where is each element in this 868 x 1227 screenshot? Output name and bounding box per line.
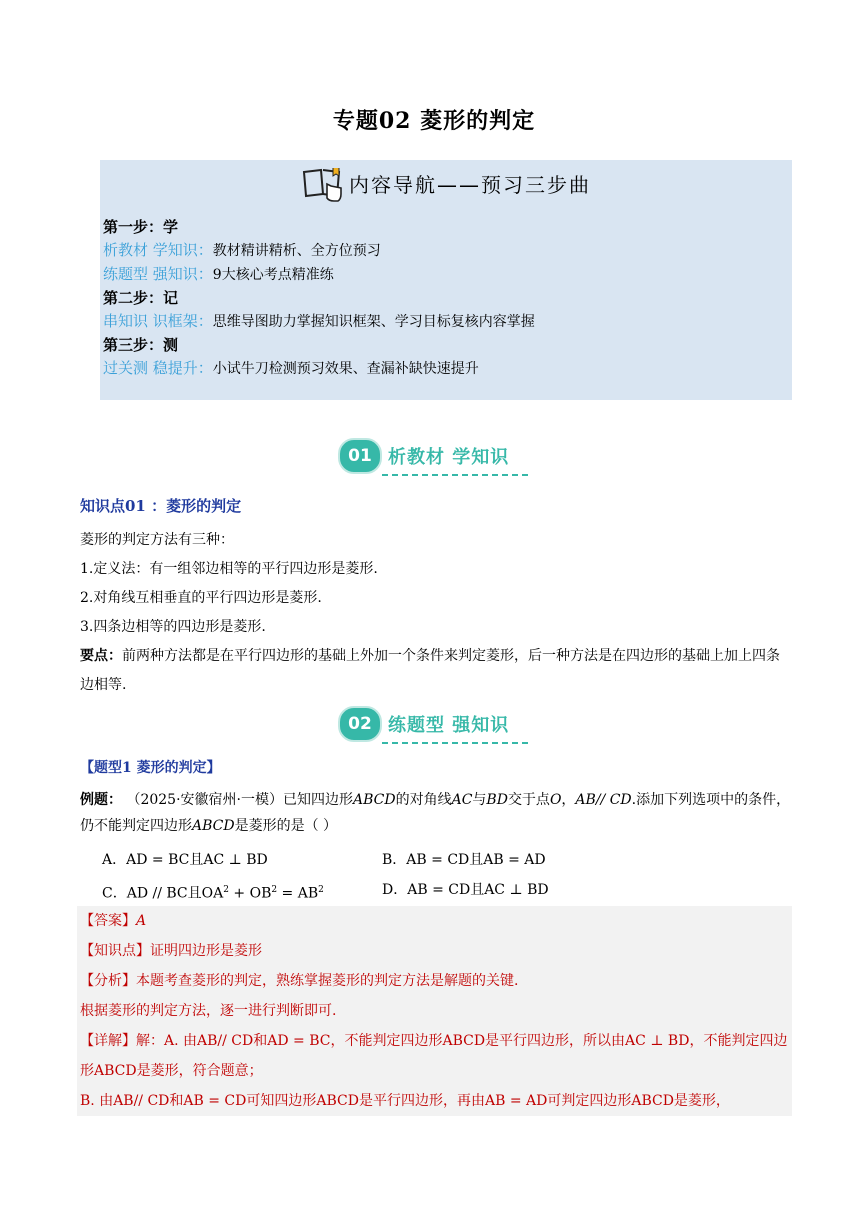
option-c: C．AD // BC且$OA^2 + OB^2 = AB^2$: [102, 885, 324, 902]
banner-number: 02: [338, 706, 382, 742]
step-text: 9大核心考点精准练: [212, 267, 334, 283]
example-text: ，: [561, 792, 576, 808]
detail-line-b: B. 由AB// CD和AB = CD可知四边形ABCD是平行四边形，再由AB = AD可判定四边形ABCD是菱形，: [80, 1093, 730, 1109]
example-label: 例题：: [80, 792, 122, 808]
banner-number: 01: [338, 438, 382, 474]
step-key: 过关测 稳提升：: [103, 359, 213, 377]
step2-line1: [103, 310, 535, 334]
knowledge-point-line: [80, 936, 790, 966]
math-ab-parallel-cd: AB// CD: [575, 792, 632, 808]
analysis-label: 【分析】: [80, 973, 136, 989]
example-question: [80, 787, 792, 839]
detail-text: 解：A. 由AB// CD和AD = BC，不能判定四边形ABCD是平行四边形，所以由AC ⊥ BD，不能判定四边形ABCD是菱形，符合题意；: [80, 1033, 788, 1079]
knowledge-key-point: [80, 642, 792, 700]
step-key: 析教材 学知识：: [103, 241, 213, 259]
option-a: A．AD = BC且AC ⊥ BD: [102, 852, 268, 868]
banner-underline: [382, 474, 528, 476]
math-ac: AC: [451, 792, 473, 808]
knowledge-body: [80, 526, 792, 700]
content-navigation-box: [100, 160, 792, 400]
book-pointer-icon: [301, 164, 347, 202]
math-abcd: ABCD: [192, 818, 235, 834]
knowledge-item-1: 1.定义法：有一组邻边相等的平行四边形是菱形.: [80, 561, 378, 577]
answer-value: A: [136, 913, 147, 929]
math-bd: BD: [486, 792, 508, 808]
banner-underline: [382, 742, 528, 744]
detail-label: 【详解】: [80, 1033, 136, 1049]
answer-line: [80, 906, 790, 936]
knowledge-intro: 菱形的判定方法有三种：: [80, 532, 234, 548]
detail-line: [80, 1026, 790, 1086]
math-abcd: ABCD: [352, 792, 396, 808]
step-text: 教材精讲精析、全方位预习: [212, 243, 381, 259]
option-b: B．AB = CD且AB = AD: [382, 852, 546, 868]
knowledge-item-2: 2.对角线互相垂直的平行四边形是菱形.: [80, 590, 322, 606]
key-label: 要点：: [80, 648, 122, 664]
example-text: 与: [472, 792, 487, 808]
knowledge-point-title: 知识点01 ：菱形的判定: [80, 497, 242, 515]
example-text: .添加下列选项中的条件，仍不能判定四边形: [80, 792, 791, 834]
analysis-line: [80, 966, 790, 996]
step-text: 小试牛刀检测预习效果、查漏补缺快速提升: [212, 361, 479, 377]
example-text: 交于点: [507, 792, 550, 808]
banner-title: 练题型 强知识: [388, 715, 510, 736]
banner-title: 析教材 学知识: [388, 447, 510, 468]
step1-line1: [103, 239, 535, 263]
section-banner-02: [338, 702, 530, 746]
step-key: 串知识 识框架：: [103, 312, 213, 330]
answer-solution-text: [80, 906, 790, 1116]
question-type-title: 【题型1 菱形的判定】: [80, 760, 221, 776]
step2-title: 第二步：记: [103, 289, 179, 307]
nav-header-title: 内容导航——预习三步曲: [349, 172, 591, 197]
key-text: 前两种方法都是在平行四边形的基础上外加一个条件来判定菱形，后一种方法是在四边形的基础上加上四条边相等.: [80, 648, 780, 693]
step1-title: 第一步：学: [103, 218, 179, 236]
knowledge-item-3: 3.四条边相等的四边形是菱形.: [80, 619, 266, 635]
nav-header: [100, 162, 792, 204]
example-text: 是菱形的是（ ）: [234, 818, 338, 834]
analysis-line-2: 根据菱形的判定方法，逐一进行判断即可.: [80, 1003, 337, 1019]
answer-label: 【答案】: [80, 913, 136, 929]
kp-label: 【知识点】: [80, 943, 150, 959]
answer-solution-box: [77, 906, 792, 1116]
math-o: O: [549, 792, 562, 808]
option-d: D．AB = CD且AC ⊥ BD: [382, 882, 549, 898]
example-text: 的对角线: [395, 792, 452, 808]
page-title: 专题02 菱形的判定: [332, 108, 536, 134]
step1-line2: [103, 263, 535, 287]
step-text: 思维导图助力掌握知识框架、学习目标复核内容掌握: [212, 314, 535, 330]
kp-text: 证明四边形是菱形: [150, 943, 262, 959]
option-c-post: + OB: [228, 885, 272, 902]
steps-list: [103, 216, 535, 381]
step3-line1: [103, 357, 535, 381]
analysis-text: 本题考查菱形的判定，熟练掌握菱形的判定方法是解题的关键.: [136, 973, 519, 989]
option-c-pre: C．AD // BC且OA: [102, 885, 224, 902]
example-text: （2025·安徽宿州·一模）已知四边形: [126, 792, 353, 808]
step-key: 练题型 强知识：: [103, 265, 213, 283]
section-banner-01: [338, 434, 530, 478]
step3-title: 第三步：测: [103, 336, 179, 354]
option-c-end: = AB: [277, 885, 319, 902]
